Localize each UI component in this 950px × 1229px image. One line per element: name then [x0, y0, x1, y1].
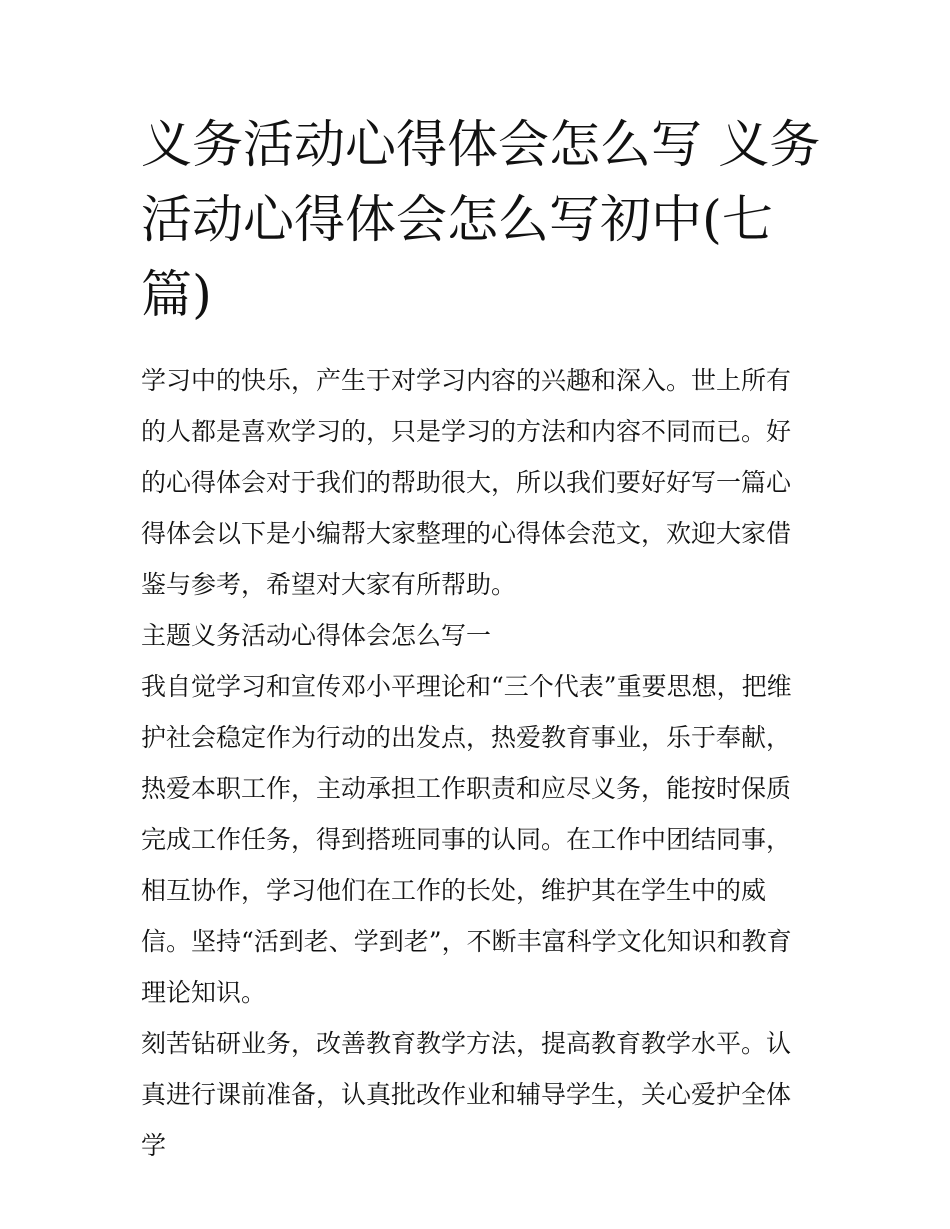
document-body — [141, 355, 813, 1171]
section-heading: 主题义务活动心得体会怎么写一 — [141, 621, 492, 650]
body-paragraph-1: 我自觉学习和宣传邓小平理论和“三个代表”重要思想，把维护社会稳定作为行动的出发点，热爱教育事业，乐于奉献，热爱本职工作，主动承担工作职责和应尽义务，能按时保质完成工作任务，得到搭班同事的认同。在工作中团结同事，相互协作，学习他们在工作的长处，维护其在学生中的威信。坚持“活到老、学到老”，不断丰富科学文化知识和教育理论知识。 — [141, 672, 792, 1007]
body-paragraph-2: 刻苦钻研业务，改善教育教学方法，提高教育教学水平。认真进行课前准备，认真批改作业和辅导学生，关心爱护全体学 — [141, 1029, 792, 1160]
document-title: 义务活动心得体会怎么写 义务活动心得体会怎么写初中(七篇) — [141, 116, 821, 325]
intro-paragraph: 学习中的快乐，产生于对学习内容的兴趣和深入。世上所有的人都是喜欢学习的，只是学习的方法和内容不同而已。好的心得体会对于我们的帮助很大，所以我们要好好写一篇心得体会以下是小编帮大家整理的心得体会范文，欢迎大家借鉴与参考，希望对大家有所帮助。 — [141, 366, 792, 599]
